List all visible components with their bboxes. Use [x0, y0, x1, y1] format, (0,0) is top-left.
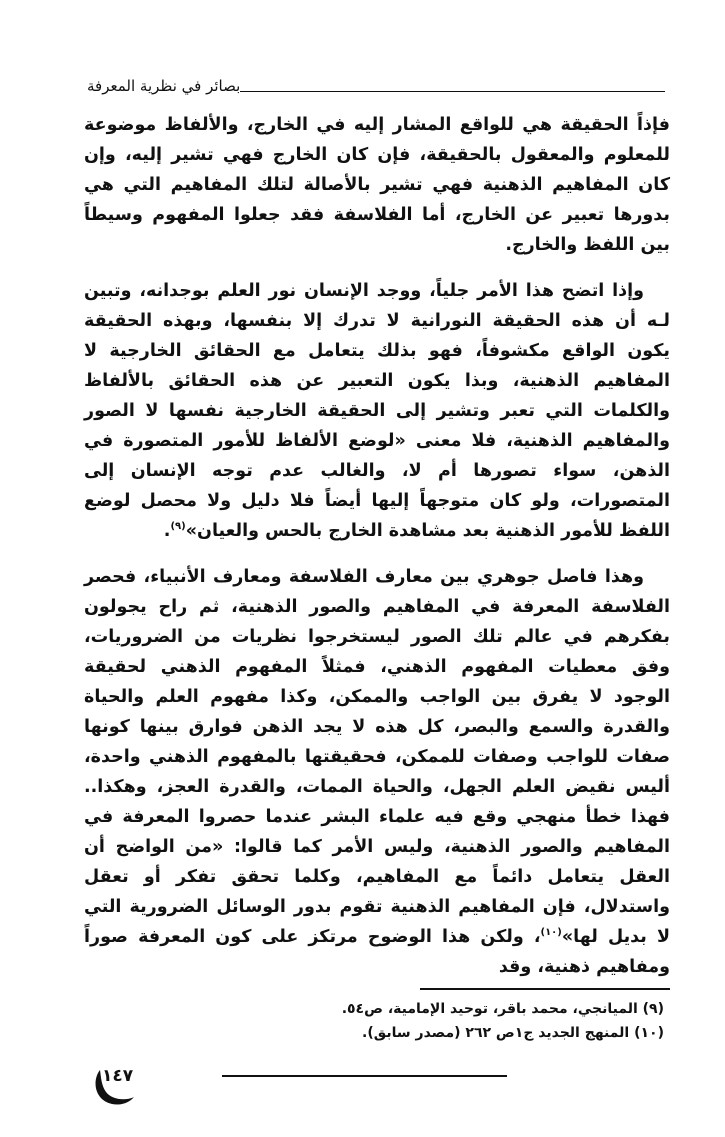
- paragraph-3: [84, 562, 670, 982]
- footnote-ref-10[interactable]: (١٠): [540, 927, 562, 939]
- footnote-10: [84, 1021, 670, 1045]
- paragraph-3-text: وهذا فاصل جوهري بين معارف الفلاسفة ومعارف الأنبياء، فحصر الفلاسفة المعرفة في المفاهيم والصور الذهنية، ثم راح يجولون بفكرهم في عالم تلك الصور ليستخرجوا نظريات من الضروريات، وفق معطيات المفهوم الذهني، فمثلاً المفهوم الذهني لحقيقة الوجود لا يفرق بين الواجب والممكن، وكذا مفهوم العلم والحياة والقدرة والسمع والبصر، كل هذه لا يجد الذهن فوارق بينها كونها صفات للواجب وصفات للممكن، فحقيقتها بالمفهوم الذهني واحدة، أليس نقيض العلم الجهل، والحياة الممات، والقدرة العجز، وهكذا.. فهذا خطأ منهجي وقع فيه علماء البشر عندما حصروا المعرفة في المفاهيم والصور الذهنية، وليس الأمر كما قالوا: «من الواضح أن العقل يتعامل دائماً مع المفاهيم، وكلما تحقق تفكر أو تعقل واستدلال، فإن المفاهيم الذهنية تقوم بدور الوسائل الضرورية التي لا بديل لها»: [84, 567, 670, 947]
- page-number-block: [92, 1064, 148, 1108]
- footnote-10-marker: (١٠): [634, 1025, 664, 1041]
- footnote-10-text: المنهج الجديد ج١ص ٢٦٢ (مصدر سابق).: [362, 1025, 630, 1041]
- running-header-title: بصائر في نظرية المعرفة: [87, 77, 241, 95]
- footnote-ref-9[interactable]: (٩): [170, 521, 186, 533]
- header-rule: [240, 91, 665, 92]
- page-number: ١٤٧: [102, 1066, 134, 1086]
- paragraph-3-tail: ، ولكن هذا الوضوح مرتكز على كون المعرفة صوراً ومفاهيم ذهنية، وقد: [84, 927, 670, 977]
- footnote-9-text: الميانجي، محمد باقر، توحيد الإمامية، ص٥٤.: [341, 1001, 638, 1017]
- body-text: [84, 110, 670, 998]
- paragraph-2-text: وإذا اتضح هذا الأمر جلياً، ووجد الإنسان نور العلم بوجدانه، وتبين لـه أن هذه الحقيقة النورانية لا تدرك إلا بنفسها، وبهذه الحقيقة يكون الواقع مكشوفاً، فهو بذلك يتعامل مع الحقائق الخارجية لا المفاهيم الذهنية، وبذا يكون التعبير عن هذه الحقائق بالألفاظ والكلمات التي تعبر وتشير إلى الحقيقة الخارجية نفسها لا الصور والمفاهيم الذهنية، فلا معنى «لوضع الألفاظ للأمور المتصورة في الذهن، سواء تصورها أم لا، والغالب عدم توجه الإنسان إلى المتصورات، ولو كان متوجهاً إليها أيضاً فلا دليل ولا محصل لوضع اللفظ للأمور الذهنية بعد مشاهدة الخارج بالحس والعيان»: [84, 281, 670, 541]
- paragraph-1-text: فإذاً الحقيقة هي للواقع المشار إليه في الخارج، والألفاظ موضوعة للمعلوم والمعقول بالحقيقة، فإن كان الخارج فهي تشير إليه، وإن كان المفاهيم الذهنية فهي تشير بالأصالة لتلك المفاهيم التي هي بدورها تعبير عن الخارج، أما الفلاسفة فقد جعلوا المفهوم وسيطاً بين اللفظ والخارج.: [84, 115, 670, 255]
- footer-rule: [222, 1075, 507, 1077]
- footnote-9-marker: (٩): [642, 1001, 664, 1017]
- footnote-separator: [420, 988, 670, 990]
- paragraph-2: [84, 276, 670, 546]
- paragraph-1: [84, 110, 670, 260]
- footnote-9: [84, 997, 670, 1021]
- paragraph-2-tail: .: [163, 521, 171, 541]
- footnotes: [84, 997, 670, 1045]
- running-header: [85, 68, 665, 96]
